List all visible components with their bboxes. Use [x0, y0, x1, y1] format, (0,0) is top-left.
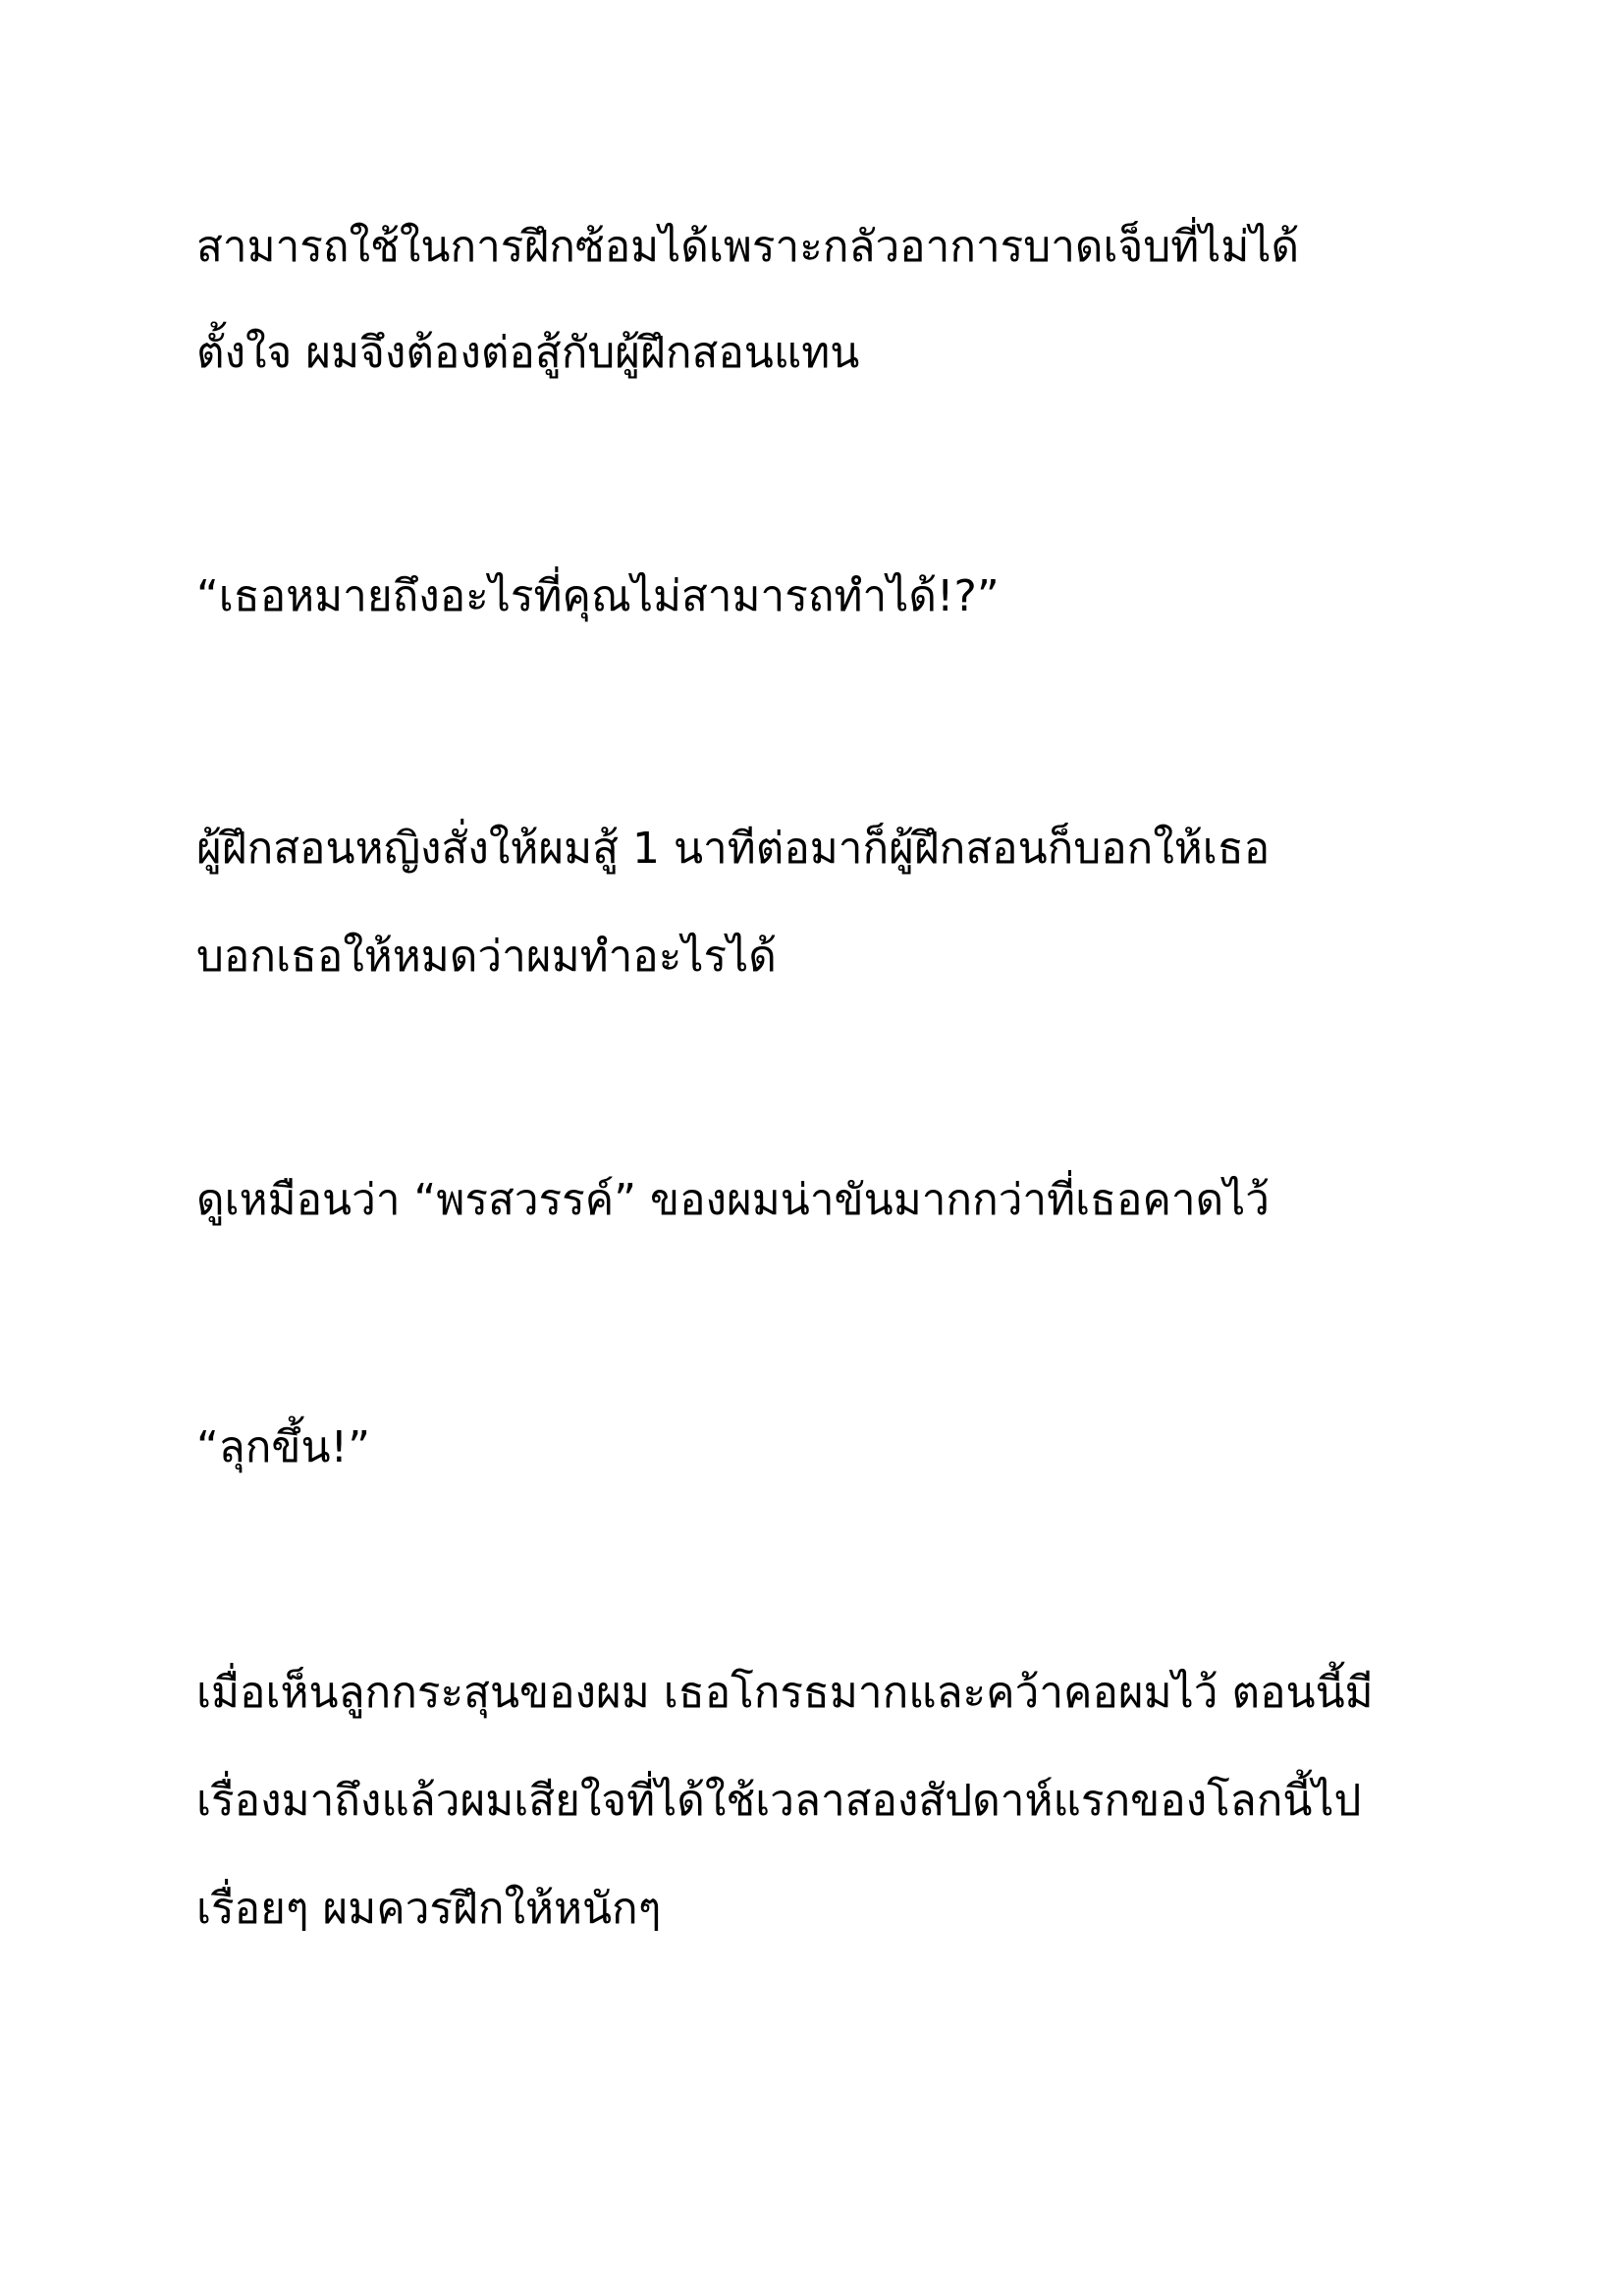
- paragraph-6-line-3: เรื่อยๆ ผมควรฝึกให้หนักๆ: [196, 1884, 662, 1934]
- paragraph-4-line-1: ดูเหมือนว่า “พรสวรรค์” ของผมน่าขันมากกว่าที่เธอคาดไว้: [196, 1175, 1270, 1225]
- paragraph-1-line-1: สามารถใช้ในการฝึกซ้อมได้เพราะกลัวอาการบาดเจ็บที่ไม่ได้: [196, 222, 1300, 272]
- paragraph-5-dialogue: “ลุกขึ้น!”: [196, 1422, 370, 1472]
- paragraph-6-line-1: เมื่อเห็นลูกกระสุนของผม เธอโกรธมากและคว้าคอผมไว้ ตอนนี้มี: [196, 1668, 1374, 1718]
- paragraph-2-dialogue: “เธอหมายถึงอะไรที่คุณไม่สามารถทำได้!?”: [196, 571, 1000, 621]
- paragraph-3-line-1: ผู้ฝึกสอนหญิงสั่งให้ผมสู้ 1 นาทีต่อมาก็ผู้ฝึกสอนก็บอกให้เธอ: [196, 824, 1271, 874]
- paragraph-6-line-2: เรื่องมาถึงแล้วผมเสียใจที่ได้ใช้เวลาสองสัปดาห์แรกของโลกนี้ไป: [196, 1776, 1362, 1826]
- paragraph-3-line-2: บอกเธอให้หมดว่าผมทำอะไรได้: [196, 932, 777, 982]
- paragraph-1-line-2: ตั้งใจ ผมจึงต้องต่อสู้กับผู้ฝึกสอนแทน: [196, 328, 860, 378]
